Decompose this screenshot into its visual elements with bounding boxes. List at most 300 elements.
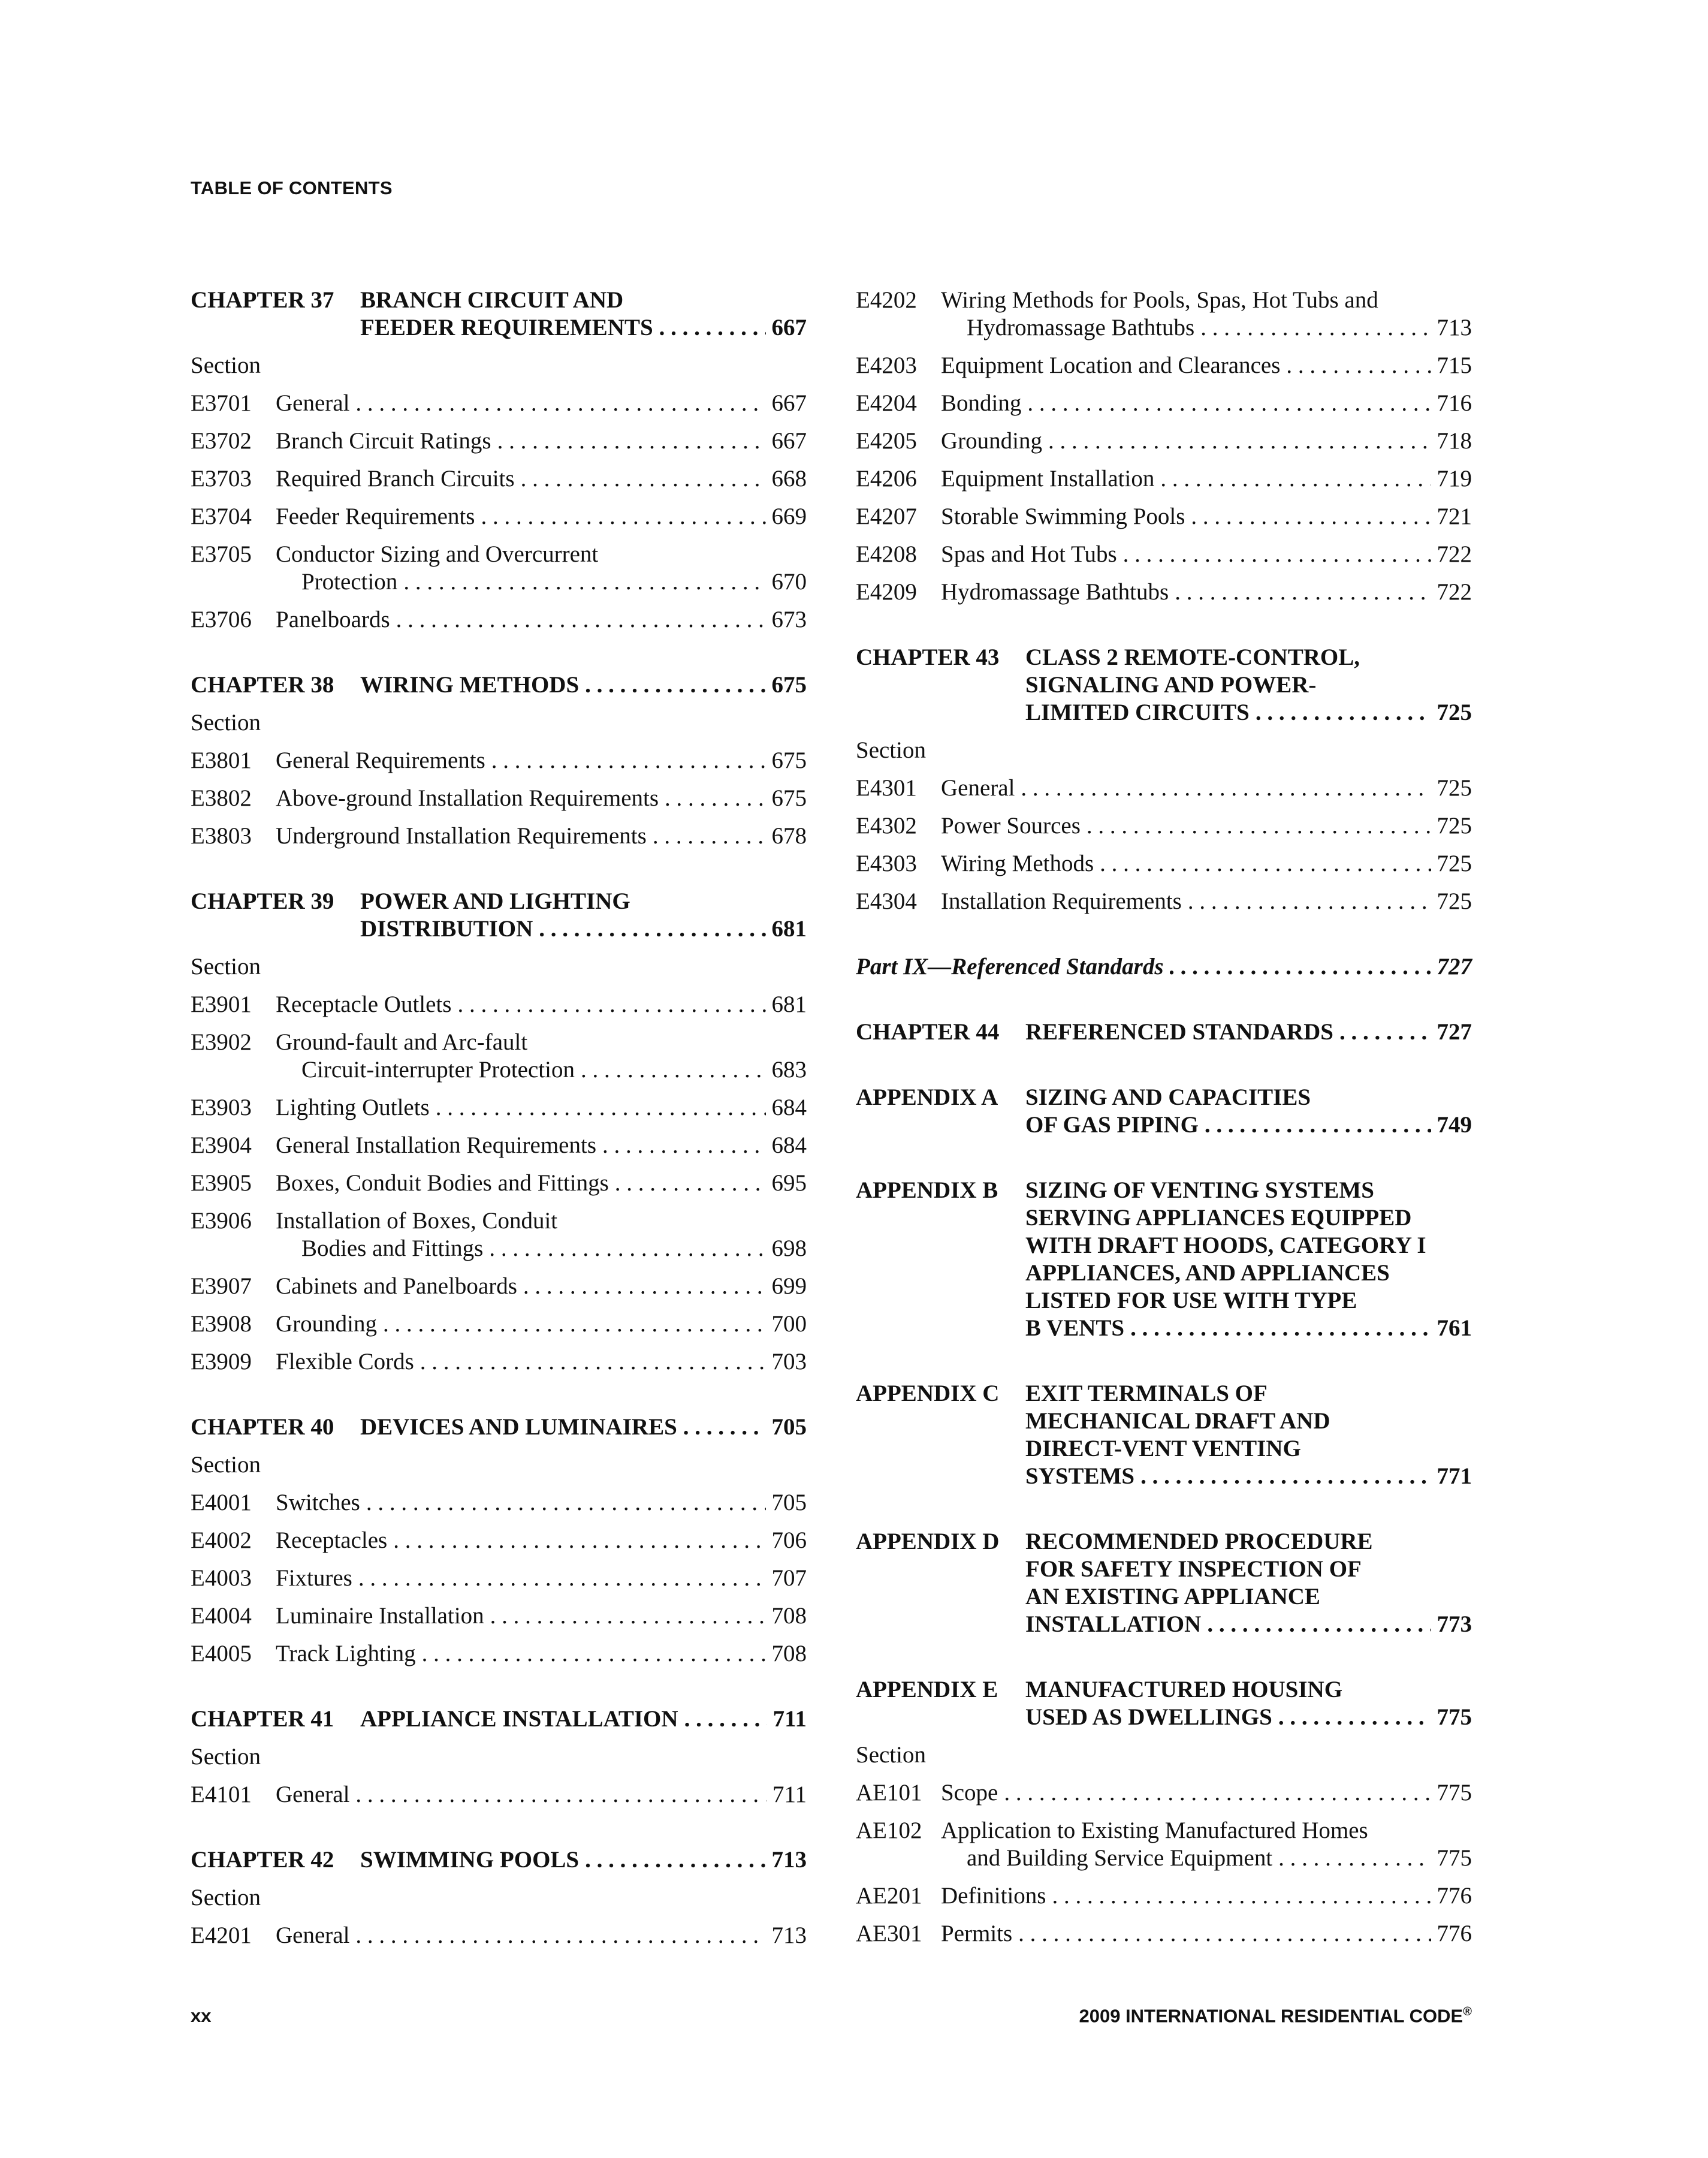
chapter-number: CHAPTER 43: [856, 644, 1000, 670]
chapter-number: CHAPTER 40: [191, 1414, 334, 1440]
page-number: 667: [771, 390, 807, 416]
entry-title: Fixtures: [276, 1565, 352, 1591]
toc-entry[interactable]: [191, 1602, 807, 1630]
page-number: 700: [771, 1311, 807, 1337]
toc-entry[interactable]: [191, 1170, 807, 1197]
chapter-number: CHAPTER 42: [191, 1847, 334, 1873]
section-code: E3705: [191, 541, 252, 567]
page-number: 667: [771, 428, 807, 454]
entry-title: Installation Requirements: [941, 888, 1182, 914]
dot-leader: [1130, 1315, 1431, 1342]
dot-leader: [366, 1489, 766, 1517]
section-code: E4001: [191, 1490, 252, 1515]
toc-entry[interactable]: [191, 822, 807, 850]
dot-leader: [1021, 774, 1431, 802]
toc-entry[interactable]: [191, 1207, 807, 1235]
appendix-title: SIZING AND CAPACITIES: [1025, 1084, 1311, 1110]
chapter-title: REFERENCED STANDARDS: [1025, 1019, 1333, 1045]
dot-leader: [1004, 1779, 1431, 1807]
page-number: 761: [1437, 1315, 1472, 1341]
dot-leader: [581, 1056, 766, 1084]
section-code: E3904: [191, 1132, 252, 1158]
dot-leader: [1100, 850, 1431, 878]
toc-entry[interactable]: [191, 606, 807, 634]
page-number: 722: [1437, 579, 1472, 605]
page-number: 721: [1437, 504, 1472, 529]
dot-leader: [355, 1922, 765, 1949]
dot-leader: [521, 465, 766, 493]
appendix-title: USED AS DWELLINGS: [1025, 1704, 1272, 1730]
appendix-heading[interactable]: [856, 1528, 1472, 1556]
toc-entry-cont[interactable]: [191, 1056, 807, 1084]
toc-entry[interactable]: [191, 785, 807, 812]
dot-leader: [684, 1705, 767, 1733]
appendix-letter: APPENDIX D: [856, 1529, 1000, 1554]
chapter-number: CHAPTER 37: [191, 287, 334, 313]
page-number: 668: [771, 466, 807, 492]
appendix-heading-cont[interactable]: [856, 1315, 1472, 1342]
dot-leader: [1205, 1111, 1431, 1139]
entry-title: Scope: [941, 1780, 998, 1806]
dot-leader: [1278, 1704, 1431, 1731]
part-heading[interactable]: [856, 953, 1472, 981]
appendix-title: APPLIANCES, AND APPLIANCES: [1025, 1260, 1390, 1286]
dot-leader: [1123, 541, 1431, 568]
footer-title-text: 2009 INTERNATIONAL RESIDENTIAL CODE: [1079, 2005, 1463, 2027]
chapter-title: APPLIANCE INSTALLATION: [360, 1706, 678, 1732]
dot-leader: [396, 606, 766, 634]
entry-title: Switches: [276, 1490, 360, 1515]
toc-entry[interactable]: [856, 390, 1472, 417]
page-number: 725: [1437, 851, 1472, 876]
toc-entry[interactable]: [191, 1565, 807, 1592]
dot-leader: [1140, 1463, 1431, 1490]
chapter-number: CHAPTER 38: [191, 672, 334, 698]
appendix-letter: APPENDIX A: [856, 1084, 998, 1110]
chapter-title: DEVICES AND LUMINAIRES: [360, 1414, 677, 1440]
toc-entry[interactable]: [856, 352, 1472, 379]
dot-leader: [1200, 314, 1431, 342]
dot-leader: [358, 1565, 766, 1592]
page-footer-number: xx: [191, 2005, 212, 2026]
section-label: Section: [191, 1744, 261, 1770]
chapter-title: SIGNALING AND POWER-: [1025, 672, 1317, 698]
toc-entry[interactable]: [856, 465, 1472, 493]
dot-leader: [585, 671, 765, 699]
appendix-heading-cont[interactable]: [856, 1407, 1472, 1435]
appendix-heading-cont[interactable]: [856, 1463, 1472, 1490]
page-number: 775: [1437, 1845, 1472, 1871]
dot-leader: [1052, 1882, 1431, 1910]
page-number: 725: [1437, 700, 1472, 725]
toc-entry[interactable]: [856, 1817, 1472, 1844]
chapter-title: CLASS 2 REMOTE-CONTROL,: [1025, 644, 1360, 670]
chapter-number: CHAPTER 39: [191, 888, 334, 914]
appendix-heading[interactable]: [856, 1177, 1472, 1204]
appendix-heading-cont[interactable]: [856, 1287, 1472, 1315]
dot-leader: [1027, 390, 1431, 417]
dot-leader: [1160, 465, 1431, 493]
toc-entry[interactable]: [856, 812, 1472, 840]
entry-title: Receptacles: [276, 1527, 388, 1553]
entry-title: General: [276, 1782, 350, 1807]
page-number: 771: [1437, 1463, 1472, 1489]
appendix-heading-cont[interactable]: [856, 1204, 1472, 1232]
appendix-heading-cont[interactable]: [856, 1111, 1472, 1139]
section-code: E4301: [856, 775, 917, 801]
entry-title: Power Sources: [941, 813, 1081, 839]
dot-leader: [523, 1273, 766, 1300]
entry-title: Application to Existing Manufactured Homes: [941, 1818, 1368, 1843]
entry-title: Protection: [301, 569, 398, 595]
entry-title: General Requirements: [276, 748, 485, 773]
entry-title: Branch Circuit Ratings: [276, 428, 491, 454]
toc-entry[interactable]: [856, 503, 1472, 531]
dot-leader: [490, 1602, 766, 1630]
dot-leader: [1087, 812, 1431, 840]
entry-title: General: [276, 390, 350, 416]
entry-title: Installation of Boxes, Conduit: [276, 1208, 558, 1234]
section-code: AE102: [856, 1818, 922, 1843]
section-code: E3901: [191, 991, 252, 1017]
page-number: 749: [1437, 1112, 1472, 1138]
appendix-title: MECHANICAL DRAFT AND: [1025, 1408, 1330, 1434]
chapter-heading[interactable]: [191, 1846, 807, 1874]
page-number: 681: [771, 991, 807, 1017]
toc-entry[interactable]: [191, 465, 807, 493]
appendix-title: AN EXISTING APPLIANCE: [1025, 1584, 1320, 1610]
dot-leader: [383, 1310, 766, 1338]
toc-entry[interactable]: [191, 1922, 807, 1949]
page-number: 711: [772, 1782, 807, 1807]
entry-title: Flexible Cords: [276, 1349, 414, 1375]
section-code: E3703: [191, 466, 252, 492]
section-code: E4206: [856, 466, 917, 492]
chapter-heading[interactable]: [191, 671, 807, 699]
toc-entry[interactable]: [191, 1310, 807, 1338]
entry-title: Equipment Installation: [941, 466, 1155, 492]
dot-leader: [355, 390, 765, 417]
entry-title: Spas and Hot Tubs: [941, 541, 1117, 567]
section-code: E4004: [191, 1603, 252, 1629]
dot-leader: [1175, 578, 1431, 606]
chapter-heading-cont[interactable]: [191, 915, 807, 943]
appendix-title: INSTALLATION: [1025, 1611, 1202, 1637]
entry-title: Underground Installation Requirements: [276, 823, 647, 849]
page-number: 706: [771, 1527, 807, 1553]
toc-entry[interactable]: [191, 1781, 807, 1809]
appendix-letter: APPENDIX C: [856, 1381, 1000, 1406]
dot-leader: [393, 1527, 765, 1554]
section-code: AE101: [856, 1780, 922, 1806]
entry-title: Cabinets and Panelboards: [276, 1273, 517, 1299]
entry-title: General Installation Requirements: [276, 1132, 596, 1158]
section-code: E3902: [191, 1029, 252, 1055]
section-code: E3802: [191, 785, 252, 811]
appendix-title: RECOMMENDED PROCEDURE: [1025, 1529, 1373, 1554]
dot-leader: [615, 1170, 766, 1197]
toc-entry[interactable]: [856, 888, 1472, 915]
toc-entry[interactable]: [191, 1348, 807, 1376]
chapter-heading-cont[interactable]: [856, 699, 1472, 727]
entry-title: Grounding: [276, 1311, 377, 1337]
part-title: Part IX—Referenced Standards: [856, 954, 1164, 979]
toc-entry[interactable]: [856, 850, 1472, 878]
page-number: 708: [771, 1641, 807, 1666]
page-number: 675: [771, 785, 807, 811]
appendix-title: EXIT TERMINALS OF: [1025, 1381, 1268, 1406]
page-number: 776: [1437, 1921, 1472, 1946]
appendix-heading-cont[interactable]: [856, 1435, 1472, 1463]
entry-title: General: [276, 1922, 350, 1948]
section-label: Section: [191, 954, 261, 979]
entry-title: and Building Service Equipment: [967, 1845, 1273, 1871]
toc-entry[interactable]: [191, 541, 807, 568]
appendix-heading-cont[interactable]: [856, 1611, 1472, 1638]
toc-entry[interactable]: [191, 991, 807, 1018]
chapter-title: BRANCH CIRCUIT AND: [360, 287, 624, 313]
toc-entry[interactable]: [191, 503, 807, 531]
page-number: 695: [771, 1170, 807, 1196]
section-label: Section: [856, 1742, 926, 1768]
section-code: E3706: [191, 607, 252, 632]
dot-leader: [489, 1235, 765, 1262]
appendix-title: LISTED FOR USE WITH TYPE: [1025, 1288, 1357, 1313]
page-number: 713: [1437, 315, 1472, 340]
dot-leader: [497, 427, 766, 455]
entry-title: Hydromassage Bathtubs: [941, 579, 1169, 605]
entry-title: Conductor Sizing and Overcurrent: [276, 541, 599, 567]
page-number: 725: [1437, 888, 1472, 914]
page-number: 727: [1437, 1019, 1472, 1045]
entry-title: Wiring Methods: [941, 851, 1094, 876]
appendix-title: SERVING APPLIANCES EQUIPPED: [1025, 1205, 1412, 1231]
registered-mark: ®: [1463, 2005, 1472, 2018]
chapter-heading[interactable]: [191, 888, 807, 915]
toc-entry[interactable]: [191, 1094, 807, 1122]
page-number: 713: [771, 1922, 807, 1948]
dot-leader: [1170, 953, 1431, 981]
chapter-title: FEEDER REQUIREMENTS: [360, 315, 653, 340]
section-label: Section: [191, 352, 261, 378]
section-code: AE301: [856, 1921, 922, 1946]
toc-right-column: [856, 287, 1472, 1948]
toc-left-column: [191, 287, 807, 1949]
dot-leader: [1191, 503, 1431, 531]
page-number: 699: [771, 1273, 807, 1299]
section-code: E3704: [191, 504, 252, 529]
page-number: 675: [771, 672, 807, 698]
section-label: Section: [856, 737, 926, 763]
entry-title: Track Lighting: [276, 1641, 416, 1666]
appendix-heading-cont[interactable]: [856, 1583, 1472, 1611]
chapter-number: CHAPTER 44: [856, 1019, 1000, 1045]
dot-leader: [1256, 699, 1431, 727]
section-code: E4205: [856, 428, 917, 454]
section-label: Section: [191, 710, 261, 736]
section-label: Section: [191, 1452, 261, 1478]
entry-title: Required Branch Circuits: [276, 466, 515, 492]
page-number: 684: [771, 1095, 807, 1120]
appendix-title: SIZING OF VENTING SYSTEMS: [1025, 1177, 1374, 1203]
appendix-heading-cont[interactable]: [856, 1259, 1472, 1287]
entry-title: Bodies and Fittings: [301, 1235, 484, 1261]
chapter-heading[interactable]: [856, 1018, 1472, 1046]
dot-leader: [683, 1413, 766, 1441]
entry-title: Feeder Requirements: [276, 504, 475, 529]
dot-leader: [665, 785, 765, 812]
appendix-letter: APPENDIX B: [856, 1177, 998, 1203]
section-code: E4002: [191, 1527, 252, 1553]
entry-title: General: [941, 775, 1015, 801]
appendix-heading[interactable]: [856, 1380, 1472, 1407]
section-code: E4204: [856, 390, 917, 416]
section-code: E3801: [191, 748, 252, 773]
chapter-number: CHAPTER 41: [191, 1706, 334, 1732]
section-code: E3803: [191, 823, 252, 849]
toc-entry[interactable]: [191, 1029, 807, 1056]
entry-title: Receptacle Outlets: [276, 991, 452, 1017]
section-code: E4209: [856, 579, 917, 605]
dot-leader: [653, 822, 766, 850]
chapter-heading-cont[interactable]: [191, 314, 807, 342]
dot-leader: [1048, 427, 1431, 455]
entry-title: Circuit-interrupter Protection: [301, 1057, 575, 1083]
page-number: 705: [771, 1490, 807, 1515]
dot-leader: [355, 1781, 767, 1809]
page-number: 681: [771, 916, 807, 942]
appendix-heading[interactable]: [856, 1084, 1472, 1111]
section-code: E3909: [191, 1349, 252, 1375]
page-number: 703: [771, 1349, 807, 1375]
page-number: 675: [771, 748, 807, 773]
toc-entry-cont[interactable]: [191, 568, 807, 596]
toc-entry[interactable]: [191, 390, 807, 417]
toc-entry[interactable]: [856, 774, 1472, 802]
dot-leader: [491, 747, 766, 774]
appendix-heading[interactable]: [856, 1676, 1472, 1704]
dot-leader: [659, 314, 766, 342]
entry-title: Storable Swimming Pools: [941, 504, 1185, 529]
page-number: 670: [771, 569, 807, 595]
toc-entry[interactable]: [856, 287, 1472, 314]
section-code: E3702: [191, 428, 252, 454]
entry-title: Boxes, Conduit Bodies and Fittings: [276, 1170, 609, 1196]
toc-entry-cont[interactable]: [191, 1235, 807, 1262]
page-number: 669: [771, 504, 807, 529]
page-header: TABLE OF CONTENTS: [191, 177, 393, 198]
chapter-heading[interactable]: [856, 644, 1472, 671]
section-code: E4208: [856, 541, 917, 567]
chapter-heading-cont[interactable]: [856, 671, 1472, 699]
dot-leader: [585, 1846, 765, 1874]
section-code: E4003: [191, 1565, 252, 1591]
toc-entry[interactable]: [856, 427, 1472, 455]
toc-entry-cont[interactable]: [856, 314, 1472, 342]
section-code: E4304: [856, 888, 917, 914]
page-number: 725: [1437, 813, 1472, 839]
page-number: 716: [1437, 390, 1472, 416]
page-number: 673: [771, 607, 807, 632]
dot-leader: [1018, 1920, 1431, 1948]
toc-entry[interactable]: [856, 578, 1472, 606]
page-number: 725: [1437, 775, 1472, 801]
chapter-title: SWIMMING POOLS: [360, 1847, 580, 1873]
toc-entry[interactable]: [191, 1527, 807, 1554]
page-number: 776: [1437, 1883, 1472, 1909]
entry-title: Grounding: [941, 428, 1042, 454]
chapter-heading[interactable]: [191, 1413, 807, 1441]
section-code: E4101: [191, 1782, 252, 1807]
entry-title: Wiring Methods for Pools, Spas, Hot Tubs and: [941, 287, 1378, 313]
dot-leader: [1278, 1844, 1431, 1872]
section-code: E3908: [191, 1311, 252, 1337]
dot-leader: [422, 1640, 766, 1668]
dot-leader: [1188, 888, 1431, 915]
section-code: E3906: [191, 1208, 252, 1234]
entry-title: Luminaire Installation: [276, 1603, 484, 1629]
page-number: 707: [771, 1565, 807, 1591]
toc-entry[interactable]: [191, 1489, 807, 1517]
appendix-title: DIRECT-VENT VENTING: [1025, 1436, 1301, 1461]
appendix-title: MANUFACTURED HOUSING: [1025, 1677, 1343, 1702]
toc-entry[interactable]: [856, 1779, 1472, 1807]
section-code: E4207: [856, 504, 917, 529]
entry-title: Panelboards: [276, 607, 390, 632]
page-number: 715: [1437, 352, 1472, 378]
chapter-title: LIMITED CIRCUITS: [1025, 700, 1250, 725]
toc-entry[interactable]: [191, 1640, 807, 1668]
page-number: 708: [771, 1603, 807, 1629]
dot-leader: [457, 991, 765, 1018]
page-number: 727: [1437, 954, 1472, 979]
chapter-heading[interactable]: [191, 287, 807, 314]
toc-entry[interactable]: [856, 1882, 1472, 1910]
section-code: AE201: [856, 1883, 922, 1909]
chapter-heading[interactable]: [191, 1705, 807, 1733]
chapter-title: POWER AND LIGHTING: [360, 888, 630, 914]
section-code: E3701: [191, 390, 252, 416]
appendix-title: OF GAS PIPING: [1025, 1112, 1199, 1138]
entry-title: Equipment Location and Clearances: [941, 352, 1281, 378]
dot-leader: [1286, 352, 1431, 379]
appendix-heading-cont[interactable]: [856, 1232, 1472, 1259]
dot-leader: [602, 1132, 766, 1159]
toc-entry[interactable]: [856, 1920, 1472, 1948]
toc-entry[interactable]: [191, 1132, 807, 1159]
toc-entry-cont[interactable]: [856, 1844, 1472, 1872]
toc-entry[interactable]: [191, 427, 807, 455]
dot-leader: [1207, 1611, 1431, 1638]
entry-title: Hydromassage Bathtubs: [967, 315, 1195, 340]
appendix-title: SYSTEMS: [1025, 1463, 1135, 1489]
appendix-heading-cont[interactable]: [856, 1704, 1472, 1731]
toc-entry[interactable]: [191, 1273, 807, 1300]
toc-entry[interactable]: [856, 541, 1472, 568]
dot-leader: [403, 568, 765, 596]
entry-title: Definitions: [941, 1883, 1046, 1909]
page-number: 667: [771, 315, 807, 340]
page-number: 718: [1437, 428, 1472, 454]
toc-entry[interactable]: [191, 747, 807, 774]
chapter-title: WIRING METHODS: [360, 672, 580, 698]
section-code: E4005: [191, 1641, 252, 1666]
dot-leader: [420, 1348, 766, 1376]
appendix-heading-cont[interactable]: [856, 1556, 1472, 1583]
appendix-title: WITH DRAFT HOODS, CATEGORY I: [1025, 1232, 1426, 1258]
page-number: 684: [771, 1132, 807, 1158]
entry-title: Bonding: [941, 390, 1022, 416]
